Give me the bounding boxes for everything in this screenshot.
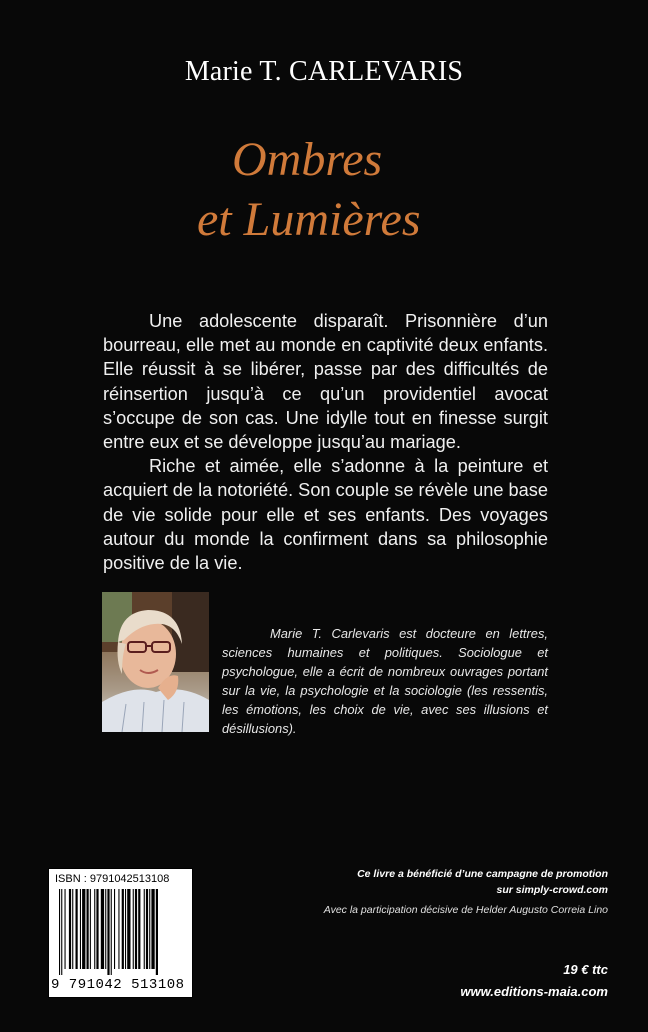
promotion-line-1: Ce livre a bénéficié d’une campagne de promotion (357, 868, 608, 880)
barcode-bar (80, 889, 81, 969)
book-title-line-1: Ombres (232, 133, 383, 186)
barcode-bar (146, 889, 148, 969)
barcode-bar (82, 889, 85, 969)
isbn-digits: 9 791042 513108 (51, 977, 185, 993)
barcode-bar (118, 889, 119, 969)
barcode-bar (94, 889, 95, 969)
barcode-bar (59, 889, 60, 975)
price: 19 € ttc (563, 962, 608, 977)
synopsis-paragraph-2: Riche et aimée, elle s’adonne à la peinture et acquiert de la notoriété. Son couple se révèle une base de vie solide pour elle et ses enfants. Des voyages autour du monde la confirment dans sa philosophie positive de la vie. (103, 456, 548, 574)
barcode-bar (72, 889, 73, 969)
barcode-bar (90, 889, 91, 969)
author-bio (222, 624, 548, 738)
barcode-bar (101, 889, 104, 969)
barcode-bar (107, 889, 109, 975)
barcode-bar (65, 889, 66, 969)
barcode-box (48, 868, 193, 998)
barcode-bar (61, 889, 62, 975)
barcode-bar (76, 889, 78, 969)
author-photo (102, 592, 209, 732)
barcode-bar (96, 889, 98, 969)
book-title-line-2: et Lumières (197, 193, 421, 246)
promotion-note (308, 866, 608, 898)
participation-credit: Avec la participation décisive de Helder Augusto Correia Lino (323, 904, 608, 916)
author-name: Marie T. CARLEVARIS (184, 56, 464, 87)
barcode-bar (151, 889, 154, 969)
barcode-bar (87, 889, 89, 969)
barcode-bar (156, 889, 158, 975)
barcode-bar (133, 889, 134, 969)
barcode-bar (105, 889, 106, 969)
barcode-bar (149, 889, 150, 969)
barcode-bar (69, 889, 71, 969)
synopsis-paragraph-1: Une adolescente disparaît. Prisonnière d’un bourreau, elle met au monde en captivité deux enfants. Elle réussit à se libérer, passe par des difficultés de réinsertion jusqu’à ce qu’un providentiel avocat s’occupe de son cas. Une idylle tout en finesse surgit entre eux et se développe jusqu’au mariage. (103, 311, 548, 453)
synopsis (103, 309, 548, 575)
barcode-bar (125, 889, 126, 969)
publisher-website: www.editions-maia.com (460, 984, 608, 999)
barcode-bar (138, 889, 140, 969)
barcode (59, 889, 184, 975)
promotion-line-2: sur simply-crowd.com (496, 884, 608, 896)
barcode-bar (144, 889, 145, 969)
barcode-bar (135, 889, 137, 969)
isbn-label: ISBN : 9791042513108 (55, 873, 170, 885)
barcode-bar (122, 889, 124, 969)
author-bio-text: Marie T. Carlevaris est docteure en lettres, sciences humaines et politiques. Sociologue et psychologue, elle a écrit de nombreux ouvrages portant sur la vie, la psychologie et la sociologie (les ressentis, les émotions, les choix de vie, avec ses illusions et désillusions). (222, 626, 548, 736)
barcode-bar (111, 889, 112, 975)
barcode-bar (127, 889, 130, 969)
barcode-bar (114, 889, 115, 969)
